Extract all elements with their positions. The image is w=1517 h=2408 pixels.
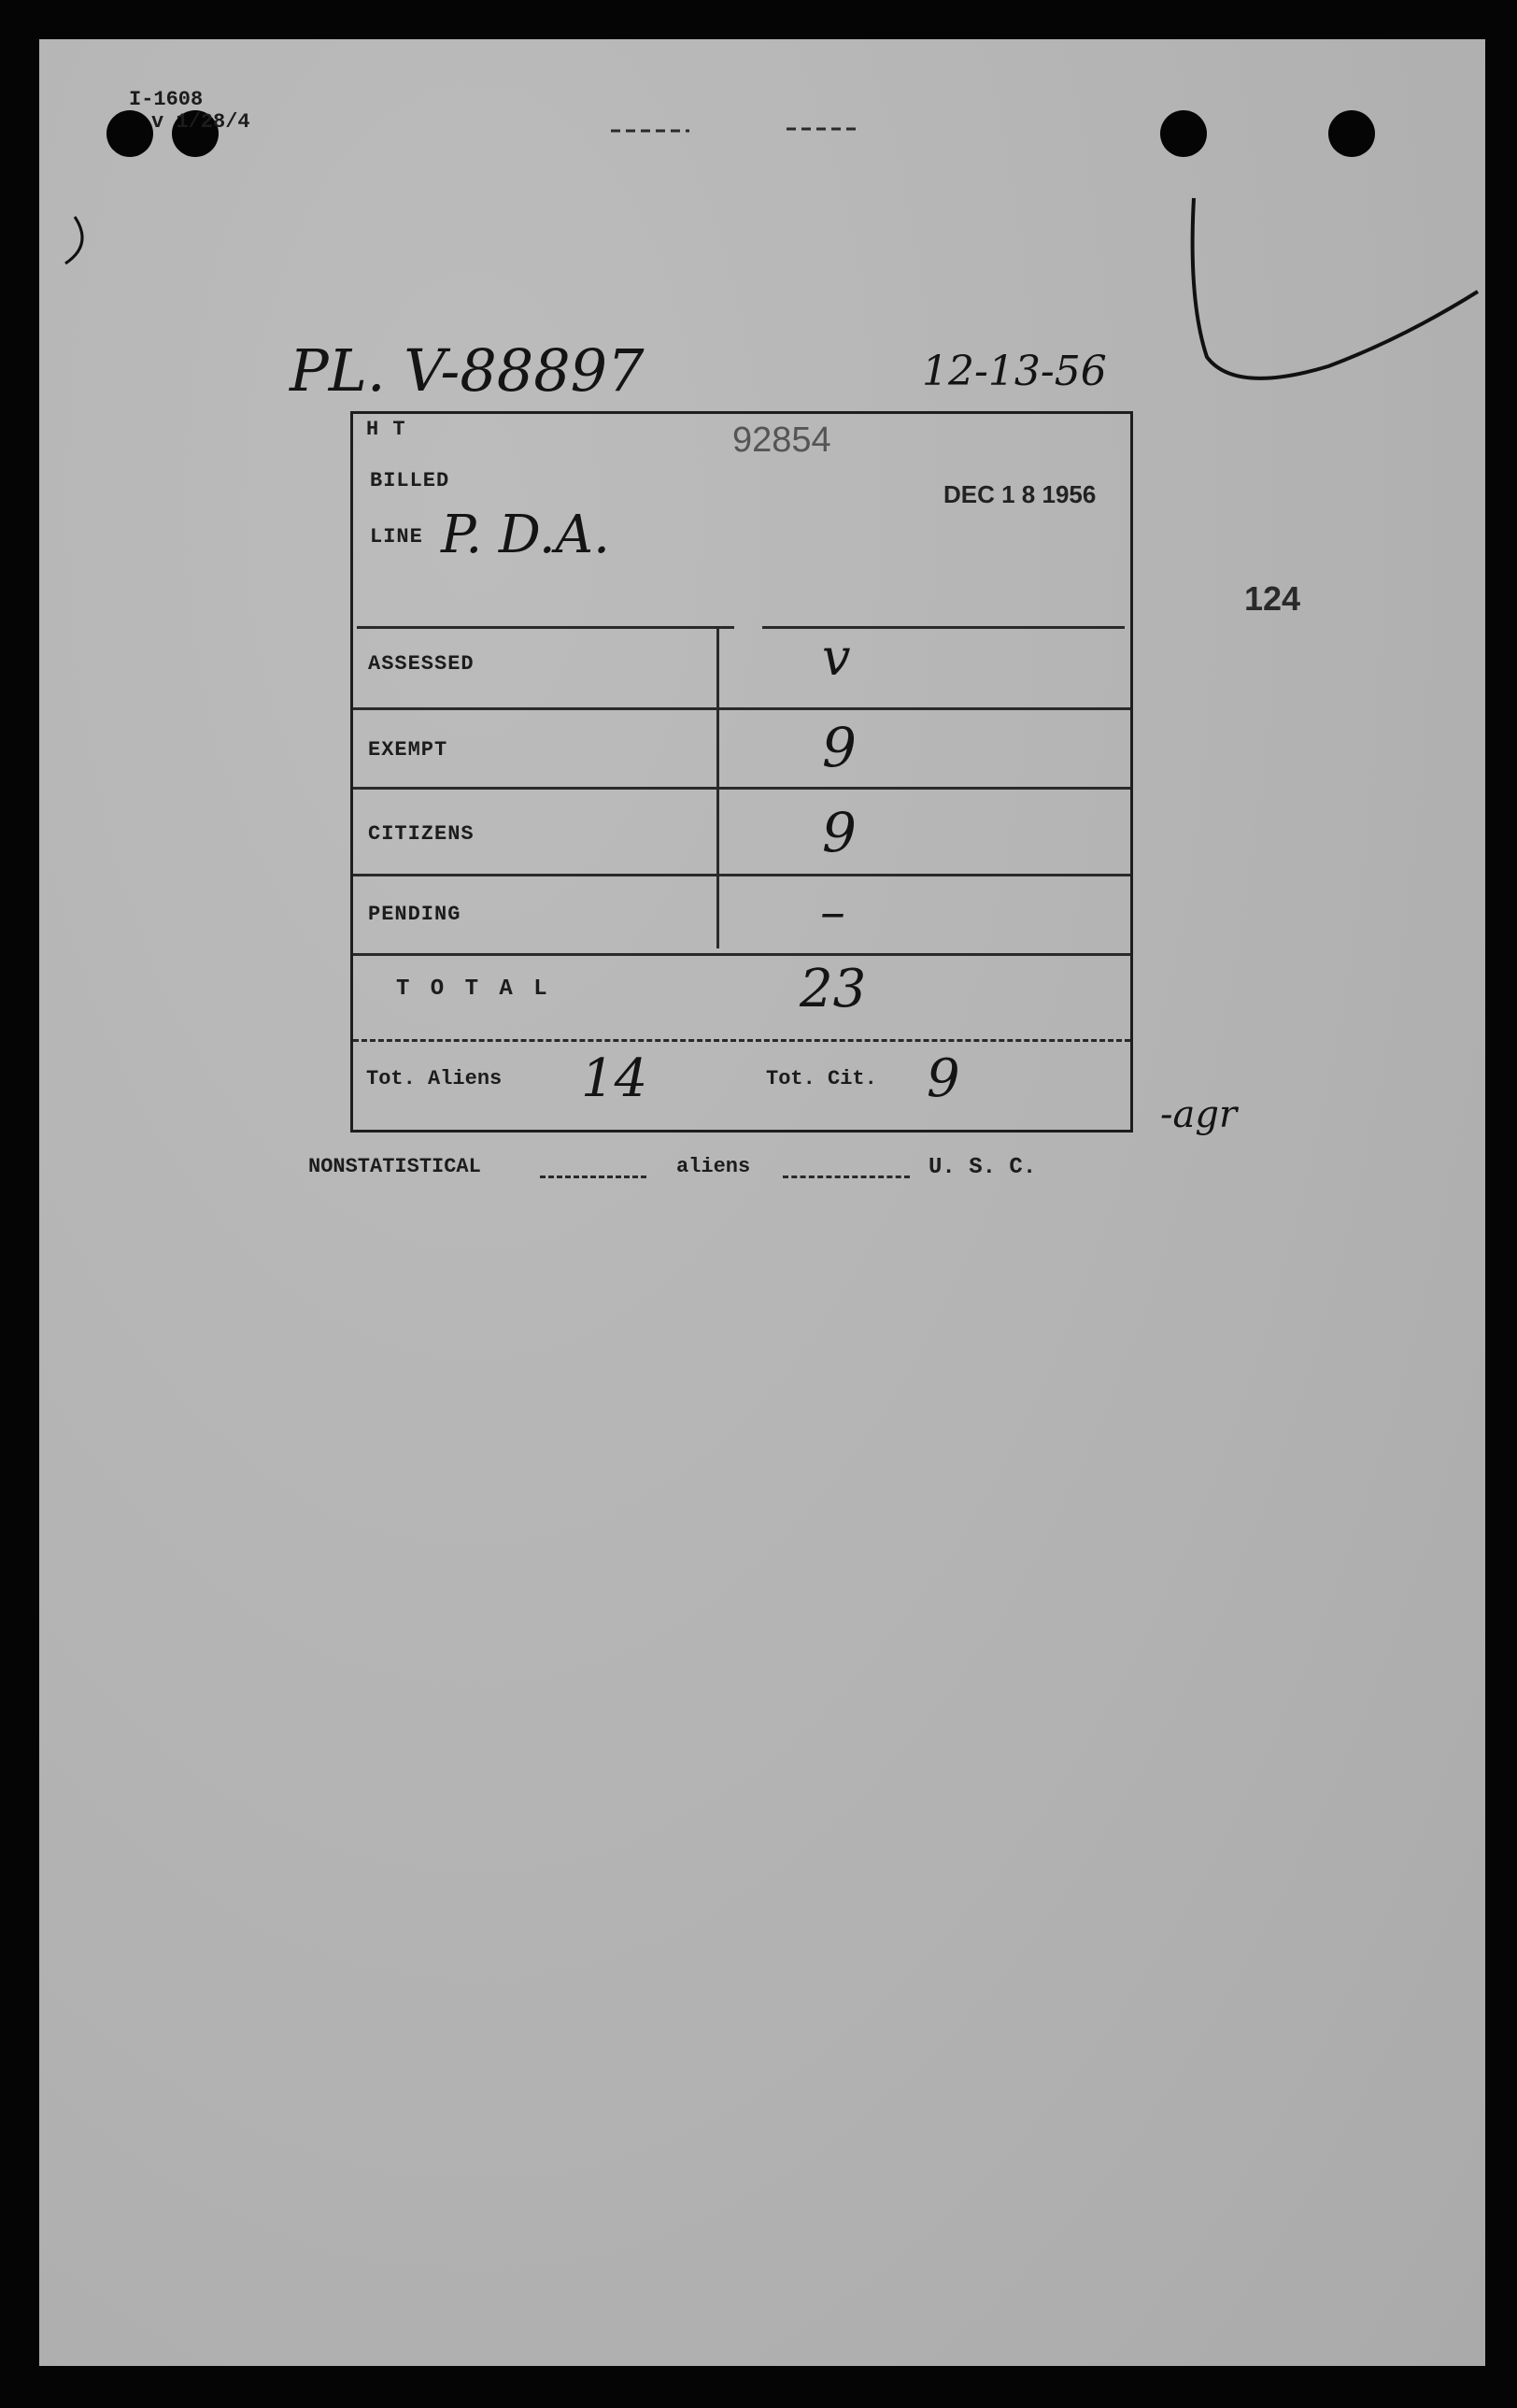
ship-reference: PL. V-88897 — [290, 336, 645, 405]
tot-cit-value: 9 — [927, 1048, 960, 1109]
handwritten-date: 12-13-56 — [922, 348, 1107, 395]
billed-label: BILLED — [370, 469, 450, 492]
row-label-assessed: ASSESSED — [368, 652, 475, 676]
document-page — [39, 39, 1485, 2366]
top-tick-marks — [562, 114, 917, 151]
aliens-blank — [783, 1176, 910, 1178]
punch-hole-right-2 — [1328, 110, 1375, 157]
nonstatistical-blank — [540, 1176, 646, 1178]
total-label: T O T A L — [396, 976, 551, 1002]
tot-aliens-value: 14 — [581, 1048, 648, 1109]
tot-aliens-label: Tot. Aliens — [366, 1067, 503, 1090]
pen-curve-top-right — [1179, 189, 1487, 413]
row-rule-2 — [353, 787, 1130, 790]
form-code: I-1608 — [129, 88, 204, 111]
aliens-label: aliens — [676, 1155, 751, 1178]
form-header-rule-right — [762, 626, 1125, 629]
punch-hole-left — [106, 110, 153, 157]
row-rule-4 — [353, 953, 1130, 956]
side-initials: -agr — [1160, 1093, 1238, 1136]
line-value: P. D.A. — [441, 505, 610, 565]
ht-number: 92854 — [732, 420, 831, 460]
punch-hole-right — [1160, 110, 1207, 157]
tot-cit-label: Tot. Cit. — [766, 1067, 877, 1090]
row-value-citizens: 9 — [822, 801, 857, 864]
row-label-pending: PENDING — [368, 903, 461, 926]
row-rule-5 — [353, 1039, 1130, 1042]
ht-label: H T — [366, 418, 406, 441]
page-number: 124 — [1244, 579, 1301, 618]
row-rule-1 — [353, 707, 1130, 710]
row-label-citizens: CITIZENS — [368, 822, 475, 846]
row-value-pending: – — [820, 882, 845, 941]
row-label-exempt: EXEMPT — [368, 738, 448, 762]
row-value-exempt: 9 — [822, 716, 857, 779]
form-header-rule-left — [357, 626, 734, 629]
row-rule-3 — [353, 874, 1130, 876]
nonstatistical-label: NONSTATISTICAL — [308, 1155, 481, 1178]
line-label: LINE — [370, 525, 423, 549]
usc-label: U. S. C. — [929, 1155, 1037, 1180]
total-value: 23 — [800, 959, 867, 1019]
billed-date-stamp: DEC 1 8 1956 — [943, 480, 1097, 508]
form-revision: v 1/28/4 — [151, 110, 250, 134]
row-value-assessed: v — [822, 628, 851, 687]
pen-mark-left — [47, 179, 103, 273]
